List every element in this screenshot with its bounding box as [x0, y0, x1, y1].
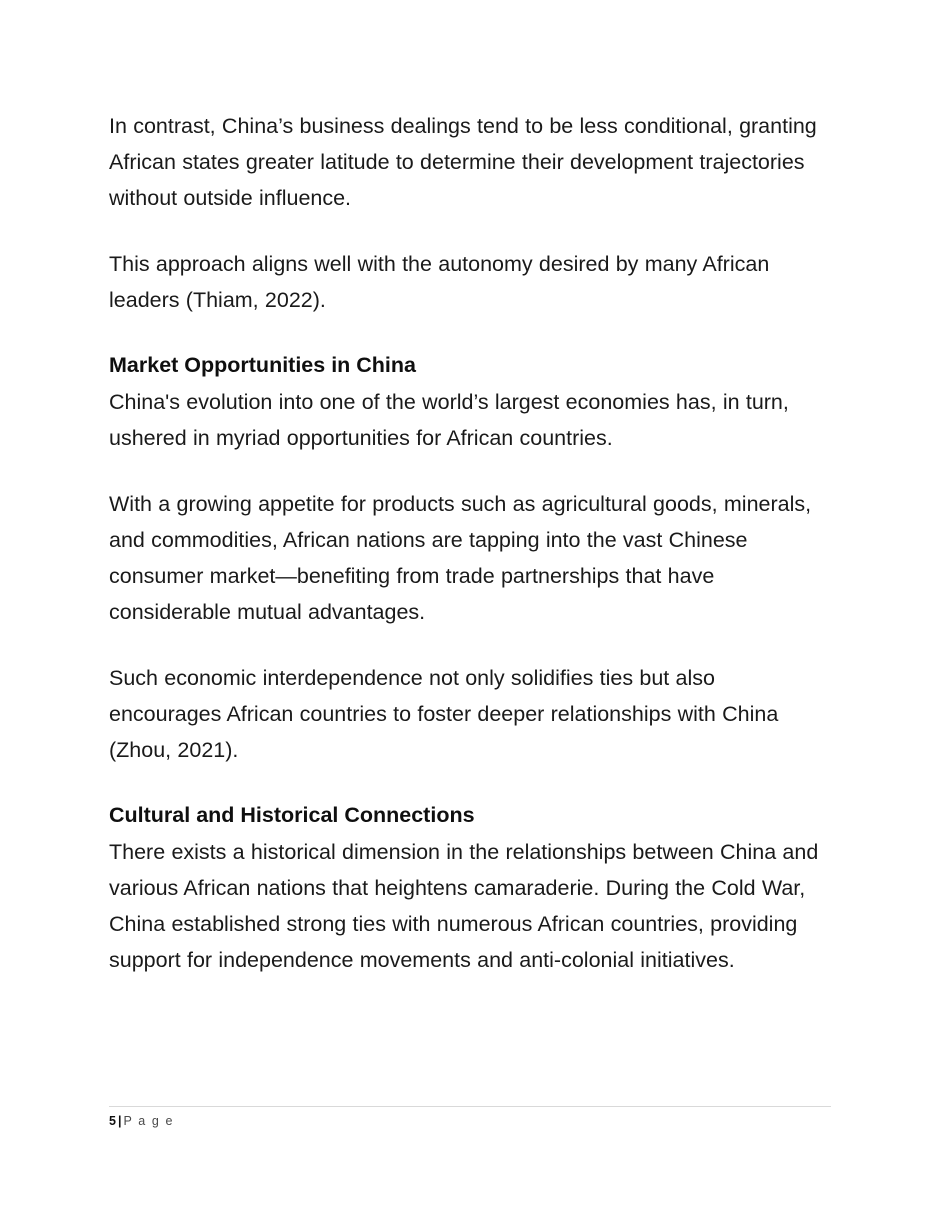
page-content — [109, 108, 831, 1008]
page-word-label: P a g e — [123, 1114, 175, 1128]
page-footer — [109, 1106, 831, 1128]
paragraph-2: This approach aligns well with the autonomy desired by many African leaders (Thiam, 2022). — [109, 252, 770, 312]
section-heading-market-opportunities: Market Opportunities in China — [109, 353, 416, 377]
section-heading-cultural-historical: Cultural and Historical Connections — [109, 803, 475, 827]
paragraph-6: There exists a historical dimension in the relationships between China and various African nations that heightens camaraderie. During the Cold War, China established strong ties with numerous African countries, providing support for independence movements and anti-colonial initiatives. — [109, 840, 819, 972]
page-number-value: 5 — [109, 1114, 116, 1128]
paragraph-1: In contrast, China’s business dealings tend to be less conditional, granting African states greater latitude to determine their development trajectories without outside influence. — [109, 114, 817, 210]
paragraph-5: Such economic interdependence not only solidifies ties but also encourages African countries to foster deeper relationships with China (Zhou, 2021). — [109, 666, 779, 762]
paragraph-4: With a growing appetite for products such as agricultural goods, minerals, and commodities, African nations are tapping into the vast Chinese consumer market—benefiting from trade partnerships that have considerable mutual advantages. — [109, 492, 812, 624]
paragraph-3: China's evolution into one of the world’s largest economies has, in turn, ushered in myriad opportunities for African countries. — [109, 390, 789, 450]
page-number-separator: | — [117, 1114, 122, 1128]
page-number-label — [109, 1114, 831, 1128]
